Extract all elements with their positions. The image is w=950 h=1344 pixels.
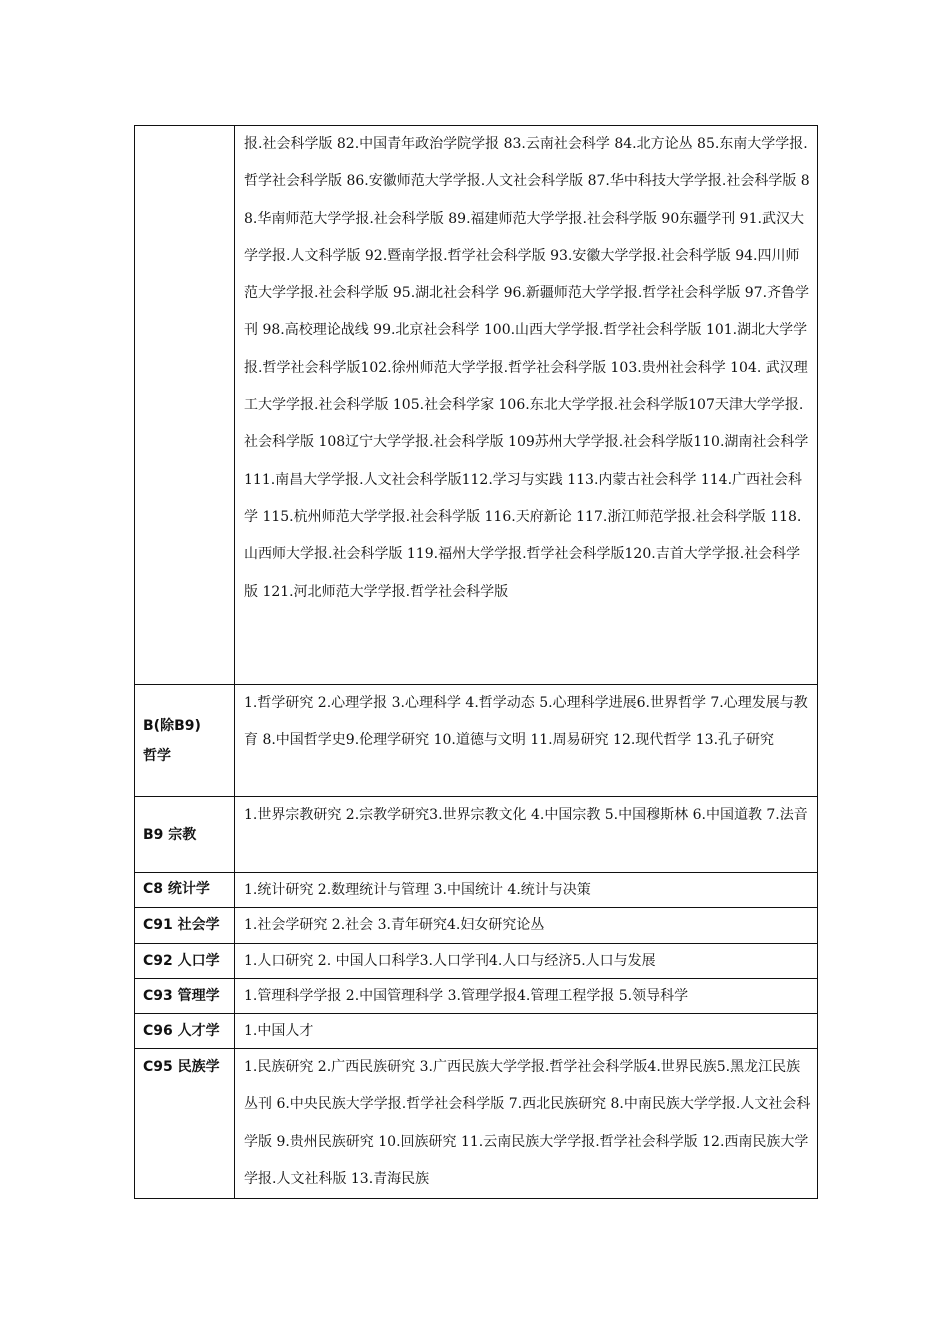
category-cell — [135, 797, 235, 873]
category-subject: 哲学 — [143, 747, 171, 764]
journal-list-cell: 1.统计研究 2.数理统计与管理 3.中国统计 4.统计与决策 — [235, 873, 818, 908]
category-cell — [135, 944, 235, 979]
category-cell — [135, 126, 235, 685]
category-cell — [135, 1014, 235, 1049]
table-row — [135, 944, 818, 979]
table-row — [135, 873, 818, 908]
table-row — [135, 908, 818, 944]
table-row — [135, 1049, 818, 1199]
category-cell — [135, 873, 235, 908]
category-code: C93 管理学 — [143, 988, 220, 1004]
journal-list-cell: 1.管理科学学报 2.中国管理科学 3.管理学报4.管理工程学报 5.领导科学 — [235, 979, 818, 1014]
table-row — [135, 685, 818, 797]
category-cell — [135, 908, 235, 944]
journal-list-table — [134, 125, 818, 1199]
category-cell — [135, 979, 235, 1014]
journal-list-cell: 1.哲学研究 2.心理学报 3.心理科学 4.哲学动态 5.心理科学进展6.世界哲学 7.心理发展与教育 8.中国哲学史9.伦理学研究 10.道德与文明 11.周易研究 12.现代哲学 13.孔子研究 — [235, 685, 818, 797]
table-row — [135, 797, 818, 873]
category-code: C92 人口学 — [143, 953, 220, 969]
journal-list-cell: 1.中国人才 — [235, 1014, 818, 1049]
category-code: C8 统计学 — [143, 881, 210, 897]
category-code: C91 社会学 — [143, 917, 220, 933]
journal-list-cell: 1.人口研究 2. 中国人口科学3.人口学刊4.人口与经济5.人口与发展 — [235, 944, 818, 979]
category-cell — [135, 1049, 235, 1199]
category-cell — [135, 685, 235, 797]
category-code: B(除B9) — [143, 717, 201, 734]
journal-list-cell: 1.社会学研究 2.社会 3.青年研究4.妇女研究论丛 — [235, 908, 818, 944]
category-code: C95 民族学 — [143, 1059, 220, 1075]
journal-list-cell: 报.社会科学版 82.中国青年政治学院学报 83.云南社会科学 84.北方论丛 85.东南大学学报.哲学社会科学版 86.安徽师范大学学报.人文社会科学版 87.华中科技大学学报.社会科学版 88.华南师范大学学报.社会科学版 89.福建师范大学学报.社会科学版 90东疆学刊 91.武汉大学学报.人文科学版 92.暨南学报.哲学社会科学版 93.安徽大学学报.社会科学版 94.四川师范大学学报.社会科学版 95.湖北社会科学 96.新疆师范大学学报.哲学社会科学版 97.齐鲁学刊 98.高校理论战线 99.北京社会科学 100.山西大学学报.哲学社会科学版 101.湖北大学学报.哲学社会科学版102.徐州师范大学学报.哲学社会科学版 103.贵州社会科学 104. 武汉理工大学学报.社会科学版 105.社会科学家 106.东北大学学报.社会科学版107天津大学学报.社会科学版 108辽宁大学学报.社会科学版 109苏州大学学报.社会科学版110.湖南社会科学 111.南昌大学学报.人文社会科学版112.学习与实践 113.内蒙古社会科学 114.广西社会科学 115.杭州师范大学学报.社会科学版 116.天府新论 117.浙江师范学报.社会科学版 118.山西师大学报.社会科学版 119.福州大学学报.哲学社会科学版120.吉首大学学报.社会科学版 121.河北师范大学学报.哲学社会科学版 — [235, 126, 818, 685]
table-row — [135, 126, 818, 685]
table-row — [135, 1014, 818, 1049]
category-code: B9 宗教 — [143, 826, 197, 843]
category-code: C96 人才学 — [143, 1023, 220, 1039]
table-row — [135, 979, 818, 1014]
journal-list-cell: 1.民族研究 2.广西民族研究 3.广西民族大学学报.哲学社会科学版4.世界民族5.黑龙江民族丛刊 6.中央民族大学学报.哲学社会科学版 7.西北民族研究 8.中南民族大学学报.人文社会科学版 9.贵州民族研究 10.回族研究 11.云南民族大学学报.哲学社会科学版 12.西南民族大学学报.人文社科版 13.青海民族 — [235, 1049, 818, 1199]
journal-list-cell: 1.世界宗教研究 2.宗教学研究3.世界宗教文化 4.中国宗教 5.中国穆斯林 6.中国道教 7.法音 — [235, 797, 818, 873]
